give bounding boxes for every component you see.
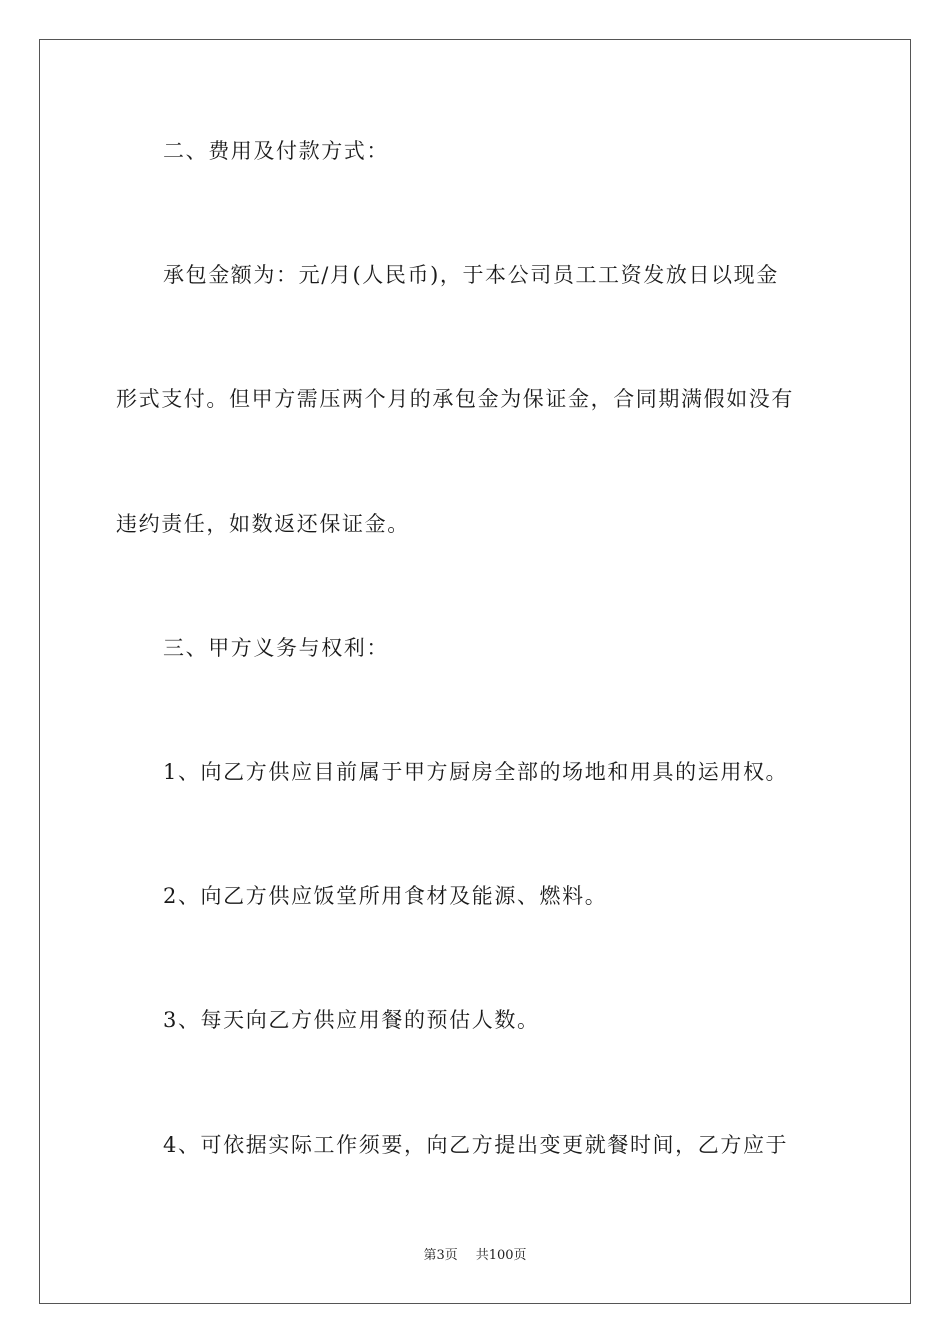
page-number: 第3页: [423, 1248, 458, 1263]
page-footer: [0, 1247, 950, 1265]
list-item: 3、每天向乙方供应用餐的预估人数。: [163, 1008, 540, 1032]
list-item: 4、可依据实际工作须要，向乙方提出变更就餐时间，乙方应于: [163, 1133, 789, 1157]
section-heading-fees: 二、费用及付款方式：: [163, 139, 389, 163]
paragraph-line: 形式支付。但甲方需压两个月的承包金为保证金，合同期满假如没有: [116, 387, 794, 411]
paragraph-line: 违约责任，如数返还保证金。: [116, 512, 410, 536]
page-frame: [39, 39, 911, 1304]
page-total: 共100页: [475, 1248, 527, 1263]
list-item: 2、向乙方供应饭堂所用食材及能源、燃料。: [163, 884, 608, 908]
list-item: 1、向乙方供应目前属于甲方厨房全部的场地和用具的运用权。: [163, 760, 789, 784]
section-heading-party-a: 三、甲方义务与权利：: [163, 636, 389, 660]
paragraph-line: 承包金额为：元/月(人民币)，于本公司员工工资发放日以现金: [163, 263, 779, 287]
